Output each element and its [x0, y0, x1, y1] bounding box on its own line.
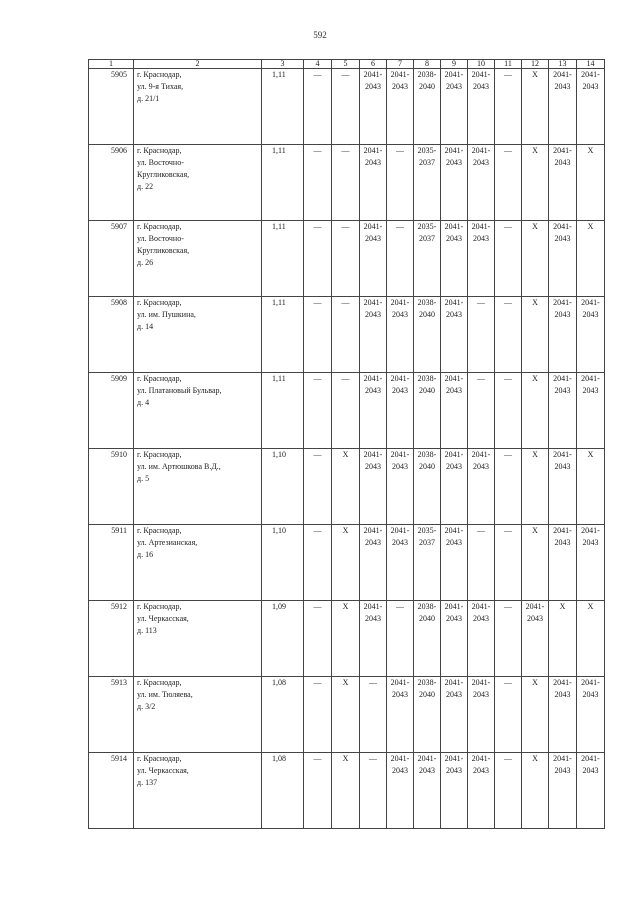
value-cell: 2041- 2043	[468, 69, 495, 145]
value-cell: 2041- 2043	[549, 69, 577, 145]
value-cell: 2038- 2040	[414, 677, 441, 753]
column-header: 2	[134, 60, 262, 69]
column-header: 3	[262, 60, 304, 69]
value-cell: —	[495, 297, 522, 373]
value-cell: X	[332, 601, 360, 677]
value-cell: 2041- 2043	[360, 373, 387, 449]
value-cell: —	[360, 677, 387, 753]
address-cell: г. Краснодар, ул. Восточно- Кругликовская, д. 22	[134, 145, 262, 221]
value-cell: 2041- 2043	[468, 221, 495, 297]
value-cell: —	[387, 221, 414, 297]
value-cell: X	[549, 601, 577, 677]
value-cell: 2041- 2043	[387, 677, 414, 753]
value-cell: —	[332, 373, 360, 449]
row-number: 5914	[89, 753, 134, 829]
value-cell: 2038- 2040	[414, 373, 441, 449]
column-header: 4	[304, 60, 332, 69]
table-row	[89, 145, 605, 221]
header-row	[89, 60, 605, 69]
address-cell: г. Краснодар, ул. Черкасская, д. 113	[134, 601, 262, 677]
value-cell: 2041- 2043	[441, 297, 468, 373]
value-cell: —	[332, 69, 360, 145]
table-row	[89, 601, 605, 677]
value-cell: 1,11	[262, 297, 304, 373]
value-cell: —	[387, 145, 414, 221]
value-cell: 2041- 2043	[360, 297, 387, 373]
value-cell: 2041- 2043	[549, 677, 577, 753]
column-header: 13	[549, 60, 577, 69]
address-cell: г. Краснодар, ул. Платановый Бульвар, д. 4	[134, 373, 262, 449]
value-cell: 2041- 2043	[522, 601, 549, 677]
value-cell: —	[304, 69, 332, 145]
value-cell: 1,11	[262, 145, 304, 221]
value-cell: —	[332, 221, 360, 297]
value-cell: —	[495, 525, 522, 601]
value-cell: —	[495, 69, 522, 145]
address-cell: г. Краснодар, ул. им. Артюшкова В.Д., д. 5	[134, 449, 262, 525]
value-cell: 1,10	[262, 525, 304, 601]
row-number: 5913	[89, 677, 134, 753]
value-cell: 2041- 2043	[468, 677, 495, 753]
value-cell: —	[495, 753, 522, 829]
value-cell: X	[332, 677, 360, 753]
value-cell: —	[304, 601, 332, 677]
value-cell: 2041- 2043	[577, 373, 605, 449]
value-cell: 1,09	[262, 601, 304, 677]
row-number: 5910	[89, 449, 134, 525]
value-cell: 2041- 2043	[360, 69, 387, 145]
value-cell: 2041- 2043	[360, 145, 387, 221]
value-cell: 2041- 2043	[441, 601, 468, 677]
value-cell: 2041- 2043	[441, 753, 468, 829]
value-cell: X	[522, 145, 549, 221]
column-header: 10	[468, 60, 495, 69]
value-cell: 2041- 2043	[468, 145, 495, 221]
value-cell: X	[522, 677, 549, 753]
table-row	[89, 677, 605, 753]
row-number: 5909	[89, 373, 134, 449]
value-cell: 1,11	[262, 373, 304, 449]
value-cell: —	[468, 297, 495, 373]
column-header: 12	[522, 60, 549, 69]
value-cell: 2041- 2043	[549, 449, 577, 525]
value-cell: 2041- 2043	[360, 601, 387, 677]
value-cell: —	[304, 221, 332, 297]
value-cell: 2041- 2043	[387, 753, 414, 829]
value-cell: 2041- 2043	[387, 525, 414, 601]
value-cell: —	[495, 677, 522, 753]
value-cell: —	[304, 145, 332, 221]
value-cell: X	[522, 221, 549, 297]
value-cell: 1,08	[262, 677, 304, 753]
value-cell: 1,11	[262, 69, 304, 145]
column-header: 11	[495, 60, 522, 69]
page-number: 592	[313, 30, 327, 40]
address-cell: г. Краснодар, ул. им. Пушкина, д. 14	[134, 297, 262, 373]
row-number: 5907	[89, 221, 134, 297]
value-cell: X	[332, 449, 360, 525]
value-cell: 2041- 2043	[441, 525, 468, 601]
value-cell: —	[304, 753, 332, 829]
value-cell: 2041- 2043	[441, 373, 468, 449]
value-cell: 2041- 2043	[387, 449, 414, 525]
value-cell: 2041- 2043	[577, 677, 605, 753]
value-cell: X	[522, 525, 549, 601]
address-cell: г. Краснодар, ул. им. Тюляева, д. 3/2	[134, 677, 262, 753]
column-header: 5	[332, 60, 360, 69]
value-cell: 2041- 2043	[387, 297, 414, 373]
value-cell: 2041- 2043	[549, 221, 577, 297]
value-cell: X	[332, 753, 360, 829]
value-cell: 2035- 2037	[414, 145, 441, 221]
value-cell: —	[304, 525, 332, 601]
value-cell: —	[468, 373, 495, 449]
value-cell: 2041- 2043	[468, 449, 495, 525]
value-cell: —	[495, 449, 522, 525]
column-header: 6	[360, 60, 387, 69]
value-cell: 2041- 2043	[468, 753, 495, 829]
value-cell: 2041- 2043	[414, 753, 441, 829]
row-number: 5908	[89, 297, 134, 373]
address-cell: г. Краснодар, ул. Восточно- Кругликовская, д. 26	[134, 221, 262, 297]
value-cell: X	[522, 373, 549, 449]
address-cell: г. Краснодар, ул. Черкасская, д. 137	[134, 753, 262, 829]
value-cell: 2041- 2043	[549, 145, 577, 221]
value-cell: —	[304, 677, 332, 753]
table-row	[89, 525, 605, 601]
value-cell: —	[495, 145, 522, 221]
column-header: 14	[577, 60, 605, 69]
value-cell: X	[577, 221, 605, 297]
table-row	[89, 221, 605, 297]
value-cell: 2041- 2043	[441, 677, 468, 753]
value-cell: 2041- 2043	[360, 221, 387, 297]
value-cell: 2041- 2043	[577, 69, 605, 145]
value-cell: 2038- 2040	[414, 69, 441, 145]
value-cell: 1,08	[262, 753, 304, 829]
value-cell: 2041- 2043	[387, 69, 414, 145]
row-number: 5912	[89, 601, 134, 677]
value-cell: 2041- 2043	[549, 525, 577, 601]
value-cell: X	[522, 753, 549, 829]
value-cell: 2038- 2040	[414, 297, 441, 373]
value-cell: 2041- 2043	[441, 145, 468, 221]
value-cell: —	[304, 373, 332, 449]
value-cell: X	[577, 601, 605, 677]
value-cell: 2041- 2043	[360, 525, 387, 601]
table-row	[89, 753, 605, 829]
value-cell: 1,10	[262, 449, 304, 525]
value-cell: 2038- 2040	[414, 449, 441, 525]
value-cell: 2041- 2043	[441, 69, 468, 145]
address-cell: г. Краснодар, ул. Артезианская, д. 16	[134, 525, 262, 601]
row-number: 5906	[89, 145, 134, 221]
value-cell: 2041- 2043	[577, 297, 605, 373]
table-row	[89, 373, 605, 449]
row-number: 5911	[89, 525, 134, 601]
value-cell: 1,11	[262, 221, 304, 297]
value-cell: 2041- 2043	[549, 297, 577, 373]
value-cell: —	[495, 373, 522, 449]
value-cell: 2041- 2043	[549, 373, 577, 449]
table-row	[89, 449, 605, 525]
value-cell: 2041- 2043	[549, 753, 577, 829]
value-cell: 2041- 2043	[577, 753, 605, 829]
value-cell: X	[577, 449, 605, 525]
value-cell: —	[304, 449, 332, 525]
value-cell: 2041- 2043	[468, 601, 495, 677]
value-cell: —	[360, 753, 387, 829]
value-cell: X	[332, 525, 360, 601]
value-cell: —	[468, 525, 495, 601]
value-cell: —	[387, 601, 414, 677]
value-cell: —	[495, 221, 522, 297]
column-header: 1	[89, 60, 134, 69]
value-cell: X	[522, 297, 549, 373]
column-header: 8	[414, 60, 441, 69]
value-cell: X	[577, 145, 605, 221]
value-cell: —	[332, 297, 360, 373]
registry-table	[88, 59, 605, 829]
column-header: 9	[441, 60, 468, 69]
value-cell: 2041- 2043	[360, 449, 387, 525]
value-cell: —	[304, 297, 332, 373]
value-cell: 2041- 2043	[441, 221, 468, 297]
value-cell: 2035- 2037	[414, 525, 441, 601]
value-cell: —	[495, 601, 522, 677]
value-cell: 2035- 2037	[414, 221, 441, 297]
value-cell: 2038- 2040	[414, 601, 441, 677]
table-row	[89, 69, 605, 145]
value-cell: 2041- 2043	[387, 373, 414, 449]
column-header: 7	[387, 60, 414, 69]
address-cell: г. Краснодар, ул. 9-я Тихая, д. 21/1	[134, 69, 262, 145]
value-cell: —	[332, 145, 360, 221]
value-cell: X	[522, 69, 549, 145]
table-body	[89, 69, 605, 829]
table-row	[89, 297, 605, 373]
row-number: 5905	[89, 69, 134, 145]
value-cell: 2041- 2043	[577, 525, 605, 601]
value-cell: X	[522, 449, 549, 525]
value-cell: 2041- 2043	[441, 449, 468, 525]
